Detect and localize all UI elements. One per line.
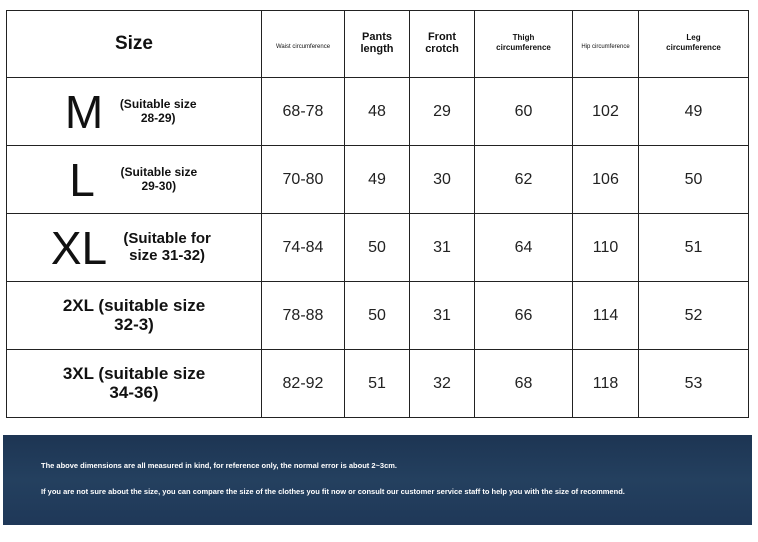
thigh-value: 66 xyxy=(475,282,573,350)
leg-value: 53 xyxy=(639,350,749,418)
thigh-value: 64 xyxy=(475,214,573,282)
size-label-cell xyxy=(7,350,262,418)
waist-value: 70-80 xyxy=(262,146,345,214)
size-note: (Suitable for size 31-32) xyxy=(123,230,211,264)
pants-length-value: 50 xyxy=(345,282,410,350)
front-crotch-value: 31 xyxy=(410,282,475,350)
pants-length-value: 49 xyxy=(345,146,410,214)
leg-header: Leg circumference xyxy=(639,11,749,78)
thigh-value: 60 xyxy=(475,78,573,146)
front-crotch-value: 30 xyxy=(410,146,475,214)
size-label-cell xyxy=(7,146,262,214)
waist-value: 68-78 xyxy=(262,78,345,146)
size-chart-table xyxy=(6,10,749,418)
waist-value: 78-88 xyxy=(262,282,345,350)
size-column-header: Size xyxy=(7,11,262,78)
size-label-cell xyxy=(7,214,262,282)
size-label-line-1: 3XL (suitable size xyxy=(62,363,206,383)
size-letter: XL xyxy=(50,221,108,274)
front-crotch-value: 29 xyxy=(410,78,475,146)
size-label-line-1: 2XL (suitable size xyxy=(62,295,206,315)
table-row xyxy=(7,214,749,282)
leg-value: 50 xyxy=(639,146,749,214)
front-crotch-value: 31 xyxy=(410,214,475,282)
size-note: (Suitable size 28-29) xyxy=(119,97,197,125)
waist-value: 74-84 xyxy=(262,214,345,282)
pants-length-header: Pants length xyxy=(345,11,410,78)
size-label-line-2: 32-3) xyxy=(114,314,154,334)
front-crotch-header: Front crotch xyxy=(410,11,475,78)
hip-value: 110 xyxy=(573,214,639,282)
size-letter: L xyxy=(69,153,95,206)
size-label-cell xyxy=(7,282,262,350)
hip-value: 118 xyxy=(573,350,639,418)
waist-header: Waist circumference xyxy=(262,11,345,78)
waist-value: 82-92 xyxy=(262,350,345,418)
header-row xyxy=(7,11,749,78)
thigh-header: Thigh circumference xyxy=(475,11,573,78)
hip-value: 106 xyxy=(573,146,639,214)
thigh-value: 68 xyxy=(475,350,573,418)
table-row xyxy=(7,146,749,214)
pants-length-value: 48 xyxy=(345,78,410,146)
size-note: (Suitable size 29-30) xyxy=(120,165,198,193)
table-row xyxy=(7,78,749,146)
size-advice-note: If you are not sure about the size, you can compare the size of the clothes you fit now or consult our customer service staff to help you with the size of recommend. xyxy=(41,487,625,496)
table-row xyxy=(7,350,749,418)
front-crotch-value: 32 xyxy=(410,350,475,418)
size-letter: M xyxy=(64,85,104,138)
leg-value: 49 xyxy=(639,78,749,146)
size-label-cell xyxy=(7,78,262,146)
thigh-value: 62 xyxy=(475,146,573,214)
hip-value: 114 xyxy=(573,282,639,350)
leg-value: 51 xyxy=(639,214,749,282)
pants-length-value: 50 xyxy=(345,214,410,282)
hip-header: Hip circumference xyxy=(573,11,639,78)
hip-value: 102 xyxy=(573,78,639,146)
notes-panel xyxy=(3,435,752,525)
leg-value: 52 xyxy=(639,282,749,350)
table-row xyxy=(7,282,749,350)
size-label-line-2: 34-36) xyxy=(109,382,159,402)
measurement-note: The above dimensions are all measured in kind, for reference only, the normal error is about 2~3cm. xyxy=(41,461,398,470)
pants-length-value: 51 xyxy=(345,350,410,418)
